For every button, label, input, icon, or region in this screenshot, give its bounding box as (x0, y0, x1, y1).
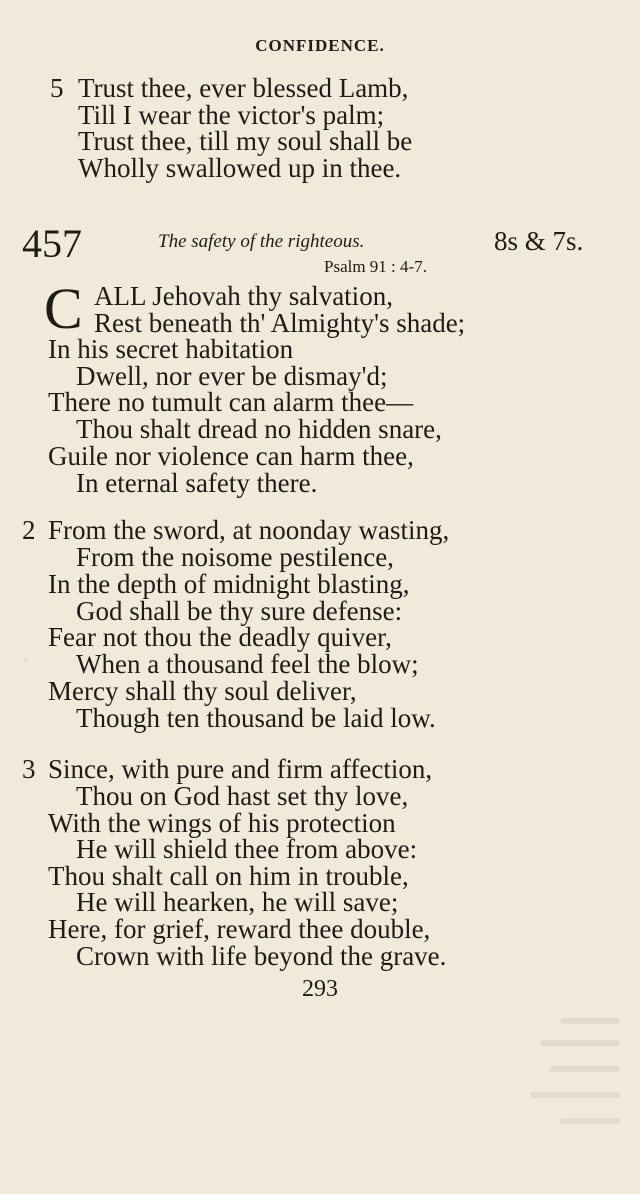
hymn-meter: 8s & 7s. (494, 226, 584, 256)
bleed-mark (530, 1092, 620, 1098)
scripture-reference: Psalm 91 : 4-7. (324, 257, 427, 276)
verse-line: Dwell, nor ever be dismay'd; (76, 361, 388, 391)
stanza-number: 3 (22, 754, 36, 784)
verse-line: In his secret habitation (48, 334, 294, 364)
bleed-mark (560, 1018, 620, 1024)
verse-line: Though ten thousand be laid low. (76, 703, 436, 733)
page-header: CONFIDENCE. (255, 36, 385, 55)
verse-line: God shall be thy sure defense: (76, 596, 403, 626)
bleed-mark (540, 1040, 620, 1046)
bleed-mark (24, 658, 28, 662)
verse-line: In the depth of midnight blasting, (48, 569, 410, 599)
hymn-subtitle: The safety of the righteous. (158, 231, 365, 252)
stanza-number: 5 (50, 73, 64, 103)
verse-line: He will shield thee from above: (76, 834, 418, 864)
verse-line: Thou shalt dread no hidden snare, (76, 414, 442, 444)
verse-line: Crown with life beyond the grave. (76, 941, 447, 971)
verse-line: Wholly swallowed up in thee. (78, 153, 402, 183)
verse-line: He will hearken, he will save; (76, 887, 399, 917)
verse-line: Trust thee, ever blessed Lamb, (78, 73, 409, 103)
verse-line: Fear not thou the deadly quiver, (48, 622, 392, 652)
verse-line: Since, with pure and firm affection, (48, 754, 433, 784)
verse-line: ALL Jehovah thy salvation, (94, 281, 393, 311)
verse-line: Guile nor violence can harm thee, (48, 441, 414, 471)
page-number: 293 (302, 976, 338, 1002)
bleed-mark (550, 1066, 620, 1072)
verse-line: Thou shalt call on him in trouble, (48, 861, 409, 891)
verse-line: Thou on God hast set thy love, (76, 781, 409, 811)
verse-line: Trust thee, till my soul shall be (78, 126, 413, 156)
verse-line: Mercy shall thy soul deliver, (48, 676, 357, 706)
bleed-mark (560, 1118, 620, 1124)
stanza-number: 2 (22, 515, 36, 545)
verse-line: In eternal safety there. (76, 468, 318, 498)
hymn-number: 457 (22, 221, 82, 266)
verse-line: Rest beneath th' Almighty's shade; (94, 308, 466, 338)
verse-line: With the wings of his protection (48, 808, 396, 838)
verse-line: Till I wear the victor's palm; (78, 100, 385, 130)
verse-line: From the sword, at noonday wasting, (48, 515, 450, 545)
verse-line: From the noisome pestilence, (76, 542, 394, 572)
verse-line: There no tumult can alarm thee— (48, 387, 414, 417)
verse-line: Here, for grief, reward thee double, (48, 914, 431, 944)
verse-line: When a thousand feel the blow; (76, 649, 419, 679)
drop-cap: C (44, 276, 83, 341)
